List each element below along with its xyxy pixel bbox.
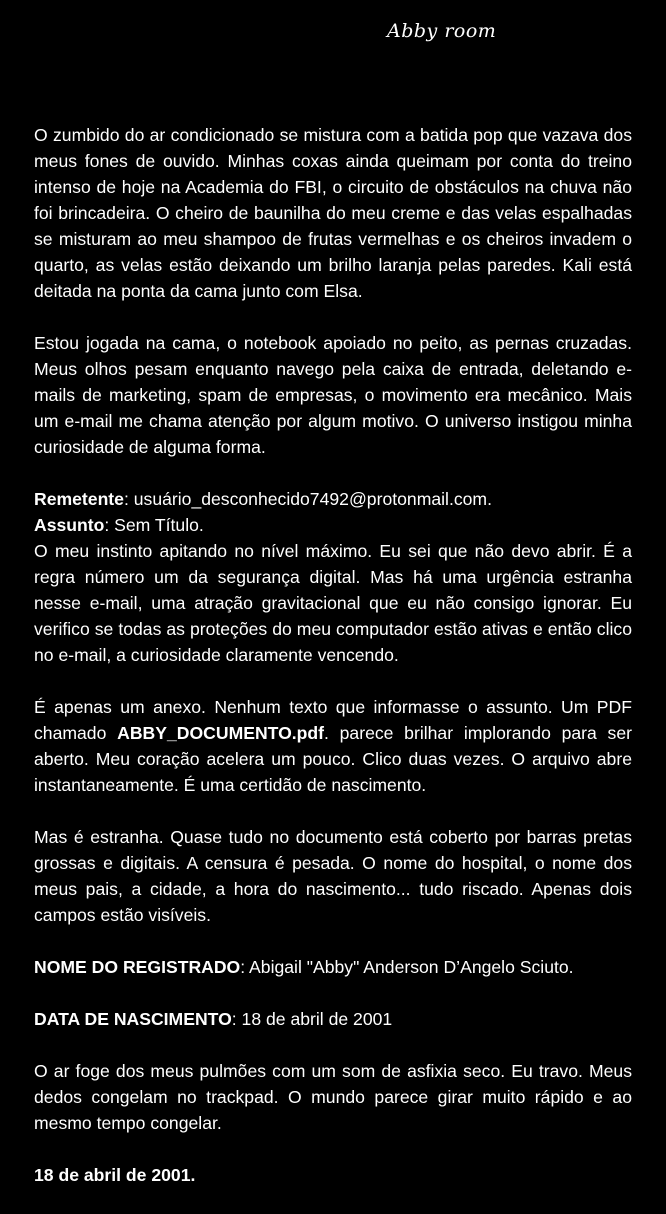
paragraph-6: O ar foge dos meus pulmões com um som de asfixia seco. Eu travo. Meus dedos congelam no trackpad. O mundo parece girar muito rápido e ao mesmo tempo congelar.	[34, 1061, 632, 1133]
page-title: Abby room	[387, 20, 497, 42]
registered-name-value: : Abigail "Abby" Anderson D’Angelo Sciuto.	[240, 957, 574, 977]
registered-name-label: NOME DO REGISTRADO	[34, 957, 241, 977]
paragraph-4-end: . parece brilhar implorando para ser aberto. Meu coração acelera um pouco. Clico duas vezes. O arquivo abre instantaneamente. É uma certidão de nascimento.	[34, 723, 632, 795]
paragraph-3: O meu instinto apitando no nível máximo. Eu sei que não devo abrir. É a regra número um da segurança digital. Mas há uma urgência estranha nesse e-mail, uma atração gravitacional que eu não consigo ignorar. Eu verifico se todas as proteções do meu computador estão ativas e então clico no e-mail, a curiosidade claramente vencendo.	[34, 541, 632, 665]
registered-name-line	[34, 954, 632, 980]
story-body	[34, 122, 632, 1214]
paragraph-2: Estou jogada na cama, o notebook apoiado no peito, as pernas cruzadas. Meus olhos pesam enquanto navego pela caixa de entrada, deletando e-mails de marketing, spam de empresas, o movimento era mecânico. Mais um e-mail me chama atenção por algum motivo. O universo instigou minha curiosidade de alguma forma.	[34, 333, 632, 457]
paragraph-4-start: É apenas um anexo. Nenhum texto que informasse o assunto. Um PDF chamado	[34, 697, 632, 743]
sender-line	[34, 486, 632, 512]
sender-value: : usuário_desconhecido7492@protonmail.com.	[123, 489, 492, 509]
paragraph-1: O zumbido do ar condicionado se mistura com a batida pop que vazava dos meus fones de ouvido. Minhas coxas ainda queimam por conta do treino intenso de hoje na Academia do FBI, o circuito de obstáculos na chuva não foi brincadeira. O cheiro de baunilha do meu creme e das velas espalhadas se misturam ao meu shampoo de frutas vermelhas e os cheiros invadem o quarto, as velas estão deixando um brilho laranja pelas paredes. Kali está deitada na ponta da cama junto com Elsa.	[34, 125, 632, 301]
final-date: 18 de abril de 2001.	[34, 1165, 196, 1185]
paragraph-5: Mas é estranha. Quase tudo no documento está coberto por barras pretas grossas e digitais. A censura é pesada. O nome do hospital, o nome dos meus pais, a cidade, a hora do nascimento... tudo riscado. Apenas dois campos estão visíveis.	[34, 827, 632, 925]
paragraph-4	[34, 694, 632, 798]
email-header	[34, 486, 632, 538]
birth-date-line	[34, 1006, 632, 1032]
birth-date-value: : 18 de abril de 2001	[231, 1009, 393, 1029]
birth-date-label: DATA DE NASCIMENTO	[34, 1009, 232, 1029]
subject-line	[34, 512, 632, 538]
attachment-filename: ABBY_DOCUMENTO.pdf	[117, 723, 325, 743]
sender-label: Remetente	[34, 489, 124, 509]
subject-label: Assunto	[34, 515, 105, 535]
final-line	[34, 1162, 632, 1188]
subject-value: : Sem Título.	[104, 515, 204, 535]
